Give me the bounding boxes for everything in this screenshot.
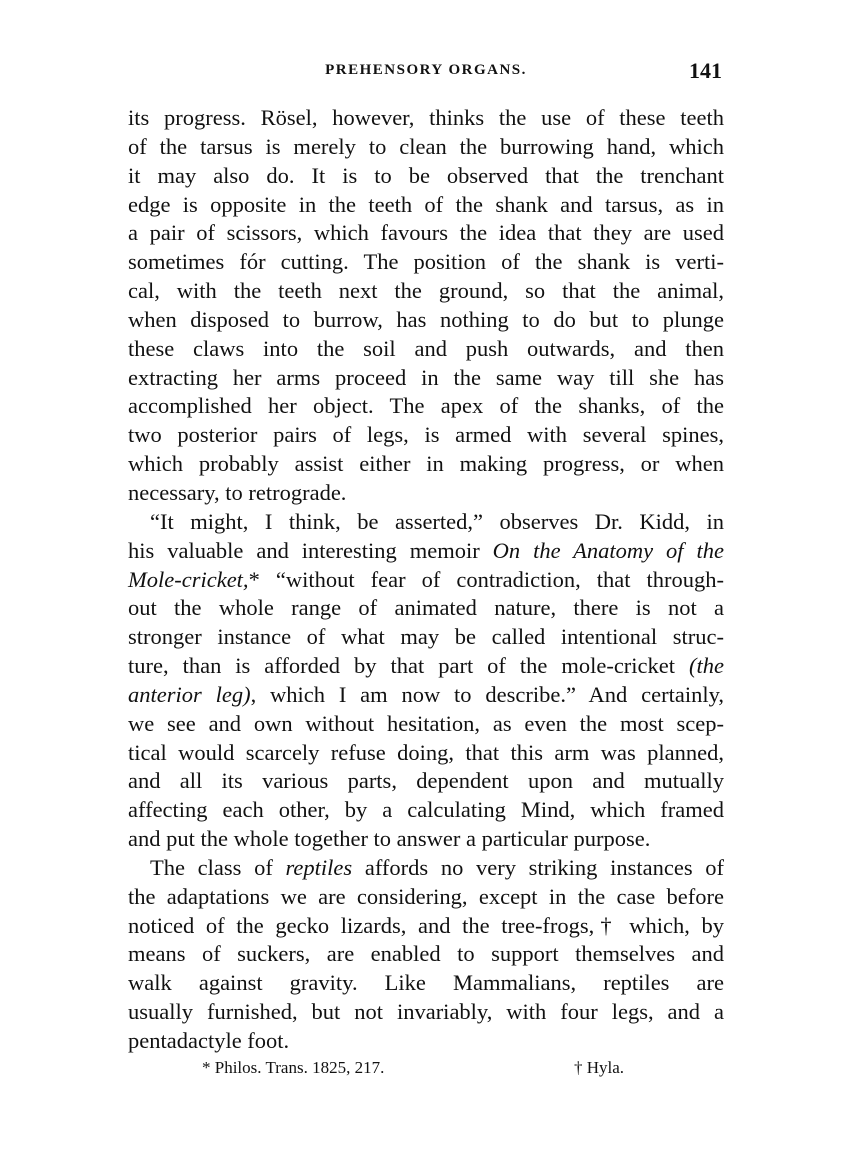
footnote-marker: † xyxy=(594,912,618,938)
text-line: accomplished her object. The apex of the shanks, of the xyxy=(128,393,724,419)
text-run: , which I am now to describe.” And certainly, xyxy=(250,681,724,707)
text-line: necessary, to retrograde. xyxy=(128,479,347,505)
footnote-philos-trans: * Philos. Trans. 1825, 217. xyxy=(202,1058,385,1077)
page-number: 141 xyxy=(689,58,722,83)
text-run: his valuable and interesting memoir xyxy=(128,537,493,563)
text-line: walk against gravity. Like Mammalians, reptiles are xyxy=(128,970,724,996)
text-line: its progress. Rösel, however, thinks the use of these teeth xyxy=(128,105,724,130)
text-line xyxy=(128,681,724,710)
text-line: affecting each other, by a calculating Mind, which framed xyxy=(128,797,724,823)
page-header xyxy=(128,60,724,86)
paragraph-2 xyxy=(128,508,724,854)
text-line: two posterior pairs of legs, is armed with several spines, xyxy=(128,422,724,448)
text-line: edge is opposite in the teeth of the shank and tarsus, as in xyxy=(128,191,724,217)
text-run: affords no very striking instances of xyxy=(352,854,724,880)
text-line: which probably assist either in making progress, or when xyxy=(128,451,724,477)
text-line: we see and own without hesitation, as even the most scep- xyxy=(128,710,724,736)
text-run: The class of xyxy=(150,854,286,880)
text-line: when disposed to burrow, has nothing to do but to plunge xyxy=(128,306,724,332)
text-run: “without fear of contradiction, that through- xyxy=(259,566,724,592)
text-line: it may also do. It is to be observed that the trenchant xyxy=(128,162,724,188)
text-line: means of suckers, are enabled to support themselves and xyxy=(128,941,724,967)
text-line: stronger instance of what may be called intentional struc- xyxy=(128,624,724,650)
parenthetical-italic: (the xyxy=(689,653,724,679)
text-line: usually furnished, but not invariably, with four legs, and a xyxy=(128,999,724,1025)
text-line: these claws into the soil and push outwards, and then xyxy=(128,335,724,361)
text-line: out the whole range of animated nature, there is not a xyxy=(128,595,724,621)
text-line: pentadactyle foot. xyxy=(128,1028,290,1053)
text-line: tical would scarcely refuse doing, that this arm was planned, xyxy=(128,739,724,765)
body-text xyxy=(128,104,724,1056)
footnote-marker: * xyxy=(248,566,260,592)
text-line: sometimes fór cutting. The position of the shank is verti- xyxy=(128,249,724,275)
running-title: PREHENSORY ORGANS. xyxy=(325,62,527,78)
text-line: and put the whole together to answer a particular purpose. xyxy=(128,826,651,852)
text-line xyxy=(128,537,724,566)
text-run: noticed of the gecko lizards, and the tree-frogs, xyxy=(128,912,595,938)
text-line: extracting her arms proceed in the same way till she has xyxy=(128,364,724,390)
text-line xyxy=(128,912,724,941)
text-line: and all its various parts, dependent upon and mutually xyxy=(128,768,724,794)
paragraph-1 xyxy=(128,104,724,508)
text-line xyxy=(128,652,724,681)
memoir-title: Mole-cricket, xyxy=(128,566,249,592)
paragraph-3 xyxy=(128,854,724,1056)
text-line: “It might, I think, be asserted,” observes Dr. Kidd, in xyxy=(150,508,724,534)
reptiles-italic: reptiles xyxy=(285,854,353,880)
text-run: ture, than is afforded by that part of the mole-cricket xyxy=(128,653,690,679)
text-line xyxy=(128,566,724,595)
text-line: a pair of scissors, which favours the idea that they are used xyxy=(128,220,724,246)
text-line: of the tarsus is merely to clean the burrowing hand, which xyxy=(128,133,724,159)
memoir-title: On the Anatomy of the xyxy=(492,537,724,563)
text-run: which, by xyxy=(617,912,724,938)
text-line: the adaptations we are considering, except in the case before xyxy=(128,883,724,909)
parenthetical-italic: anterior leg) xyxy=(128,681,251,707)
footnotes xyxy=(128,1058,724,1082)
text-line xyxy=(128,854,724,883)
footnote-hyla: † Hyla. xyxy=(574,1058,625,1077)
text-line: cal, with the teeth next the ground, so that the animal, xyxy=(128,278,724,304)
